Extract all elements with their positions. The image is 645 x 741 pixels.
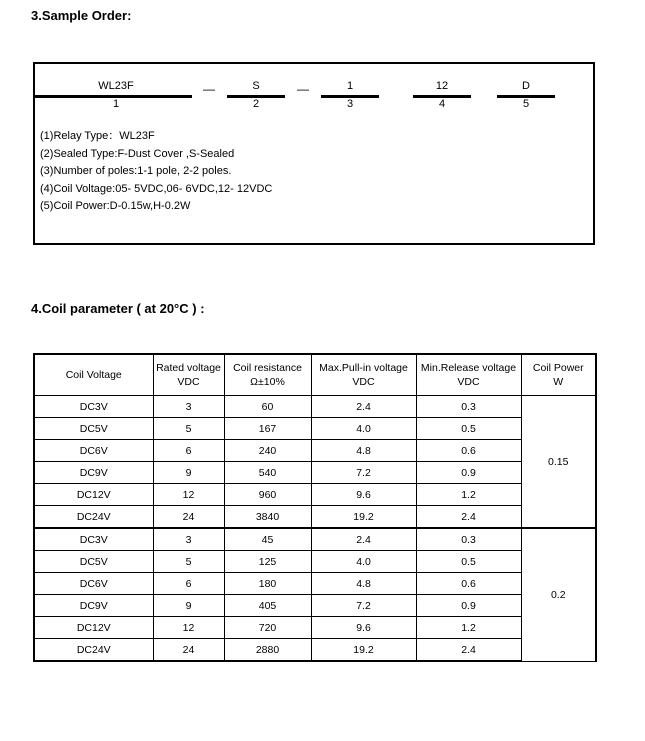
column-header-coil-voltage — [34, 354, 153, 396]
cell-max-pullin: 4.0 — [311, 551, 416, 573]
cell-min-release: 2.4 — [416, 506, 521, 529]
cell-min-release: 0.5 — [416, 418, 521, 440]
column-header-coil-resistance-title: Coil resistance — [233, 362, 302, 374]
sample-order-legend — [40, 128, 590, 216]
table-row — [34, 551, 596, 573]
cell-coil-voltage: DC9V — [34, 595, 153, 617]
table-row — [34, 639, 596, 662]
cell-max-pullin: 19.2 — [311, 639, 416, 662]
coil-parameter-table — [33, 353, 597, 662]
code-separator-1: — — [203, 82, 215, 96]
cell-rated-voltage: 9 — [153, 595, 224, 617]
cell-coil-voltage: DC6V — [34, 440, 153, 462]
cell-coil-voltage: DC9V — [34, 462, 153, 484]
cell-max-pullin: 9.6 — [311, 617, 416, 639]
cell-coil-resistance: 960 — [224, 484, 311, 506]
cell-rated-voltage: 24 — [153, 506, 224, 529]
column-header-coil-resistance-unit: Ω±10% — [250, 376, 285, 388]
cell-min-release: 0.6 — [416, 440, 521, 462]
cell-rated-voltage: 5 — [153, 418, 224, 440]
cell-coil-resistance: 240 — [224, 440, 311, 462]
cell-min-release: 0.5 — [416, 551, 521, 573]
cell-min-release: 2.4 — [416, 639, 521, 662]
cell-rated-voltage: 5 — [153, 551, 224, 573]
cell-coil-voltage: DC5V — [34, 418, 153, 440]
cell-coil-resistance: 405 — [224, 595, 311, 617]
code-index-1: 1 — [112, 98, 120, 110]
cell-coil-resistance: 720 — [224, 617, 311, 639]
table-row — [34, 396, 596, 418]
cell-rated-voltage: 24 — [153, 639, 224, 662]
page-title-sample-order: 3.Sample Order: — [31, 8, 132, 23]
cell-max-pullin: 4.8 — [311, 440, 416, 462]
legend-item-5: (5)Coil Power:D-0.15w,H-0.2W — [40, 200, 191, 212]
cell-min-release: 1.2 — [416, 617, 521, 639]
column-header-min-release-voltage-unit: VDC — [457, 376, 480, 388]
cell-coil-resistance: 167 — [224, 418, 311, 440]
column-header-coil-voltage-title: Coil Voltage — [65, 369, 122, 381]
cell-min-release: 0.3 — [416, 396, 521, 418]
cell-coil-resistance: 540 — [224, 462, 311, 484]
cell-rated-voltage: 12 — [153, 617, 224, 639]
legend-item-3: (3)Number of poles:1-1 pole, 2-2 poles. — [40, 165, 232, 177]
cell-rated-voltage: 12 — [153, 484, 224, 506]
column-header-min-release-voltage — [416, 354, 521, 396]
cell-max-pullin: 7.2 — [311, 595, 416, 617]
column-header-coil-power-title: Coil Power — [532, 362, 584, 374]
column-header-coil-resistance — [224, 354, 311, 396]
cell-max-pullin: 19.2 — [311, 506, 416, 529]
cell-coil-voltage: DC24V — [34, 639, 153, 662]
code-index-3: 3 — [346, 98, 354, 110]
cell-min-release: 0.9 — [416, 595, 521, 617]
cell-max-pullin: 4.8 — [311, 573, 416, 595]
cell-coil-resistance: 3840 — [224, 506, 311, 529]
table-row — [34, 484, 596, 506]
cell-rated-voltage: 3 — [153, 528, 224, 551]
table-row — [34, 528, 596, 551]
cell-coil-resistance: 2880 — [224, 639, 311, 662]
cell-coil-voltage: DC6V — [34, 573, 153, 595]
cell-coil-voltage: DC5V — [34, 551, 153, 573]
legend-item-2: (2)Sealed Type:F-Dust Cover ,S-Sealed — [40, 147, 235, 160]
cell-coil-power-group-1: 0.15 — [521, 396, 596, 529]
table-row — [34, 595, 596, 617]
legend-item-4: (4)Coil Voltage:05- 5VDC,06- 6VDC,12- 12VDC — [40, 182, 273, 195]
cell-coil-power-group-2: 0.2 — [521, 528, 596, 661]
column-header-max-pullin-voltage — [311, 354, 416, 396]
cell-coil-resistance: 125 — [224, 551, 311, 573]
cell-coil-voltage: DC3V — [34, 528, 153, 551]
column-header-rated-voltage-unit: VDC — [177, 376, 200, 388]
cell-coil-voltage: DC24V — [34, 506, 153, 529]
cell-min-release: 0.3 — [416, 528, 521, 551]
cell-max-pullin: 7.2 — [311, 462, 416, 484]
cell-coil-resistance: 180 — [224, 573, 311, 595]
cell-max-pullin: 2.4 — [311, 396, 416, 418]
column-header-coil-power-unit: W — [553, 376, 564, 388]
cell-rated-voltage: 9 — [153, 462, 224, 484]
cell-rated-voltage: 6 — [153, 440, 224, 462]
cell-coil-voltage: DC3V — [34, 396, 153, 418]
table-header-row — [34, 354, 596, 396]
table-row — [34, 506, 596, 529]
column-header-max-pullin-voltage-title: Max.Pull-in voltage — [319, 362, 408, 374]
sample-order-box — [33, 62, 595, 245]
column-header-rated-voltage-title: Rated voltage — [156, 362, 221, 374]
table-row — [34, 418, 596, 440]
cell-rated-voltage: 3 — [153, 396, 224, 418]
code-index-2: 2 — [252, 98, 260, 110]
cell-min-release: 1.2 — [416, 484, 521, 506]
column-header-coil-power — [521, 354, 596, 396]
column-header-rated-voltage — [153, 354, 224, 396]
legend-item-1: (1)Relay Type：WL23F — [40, 130, 155, 142]
cell-coil-resistance: 45 — [224, 528, 311, 551]
code-value-3: 1 — [346, 80, 354, 92]
code-separator-2: — — [297, 82, 309, 96]
code-index-5: 5 — [522, 98, 530, 110]
cell-coil-voltage: DC12V — [34, 484, 153, 506]
code-value-4: 12 — [435, 80, 449, 92]
cell-max-pullin: 4.0 — [311, 418, 416, 440]
cell-max-pullin: 2.4 — [311, 528, 416, 551]
cell-min-release: 0.6 — [416, 573, 521, 595]
code-value-5: D — [522, 80, 530, 92]
cell-min-release: 0.9 — [416, 462, 521, 484]
column-header-min-release-voltage-title: Min.Release voltage — [420, 362, 517, 374]
table-row — [34, 573, 596, 595]
column-header-max-pullin-voltage-unit: VDC — [352, 376, 375, 388]
part-number-diagram — [35, 64, 597, 114]
code-index-4: 4 — [438, 98, 446, 110]
table-row — [34, 462, 596, 484]
cell-coil-resistance: 60 — [224, 396, 311, 418]
table-row — [34, 617, 596, 639]
cell-max-pullin: 9.6 — [311, 484, 416, 506]
code-value-2: S — [252, 80, 260, 92]
code-value-1: WL23F — [98, 80, 134, 92]
cell-rated-voltage: 6 — [153, 573, 224, 595]
table-row — [34, 440, 596, 462]
table-body — [34, 396, 596, 662]
cell-coil-voltage: DC12V — [34, 617, 153, 639]
page-title-coil-parameter: 4.Coil parameter ( at 20°C ) : — [31, 301, 205, 316]
